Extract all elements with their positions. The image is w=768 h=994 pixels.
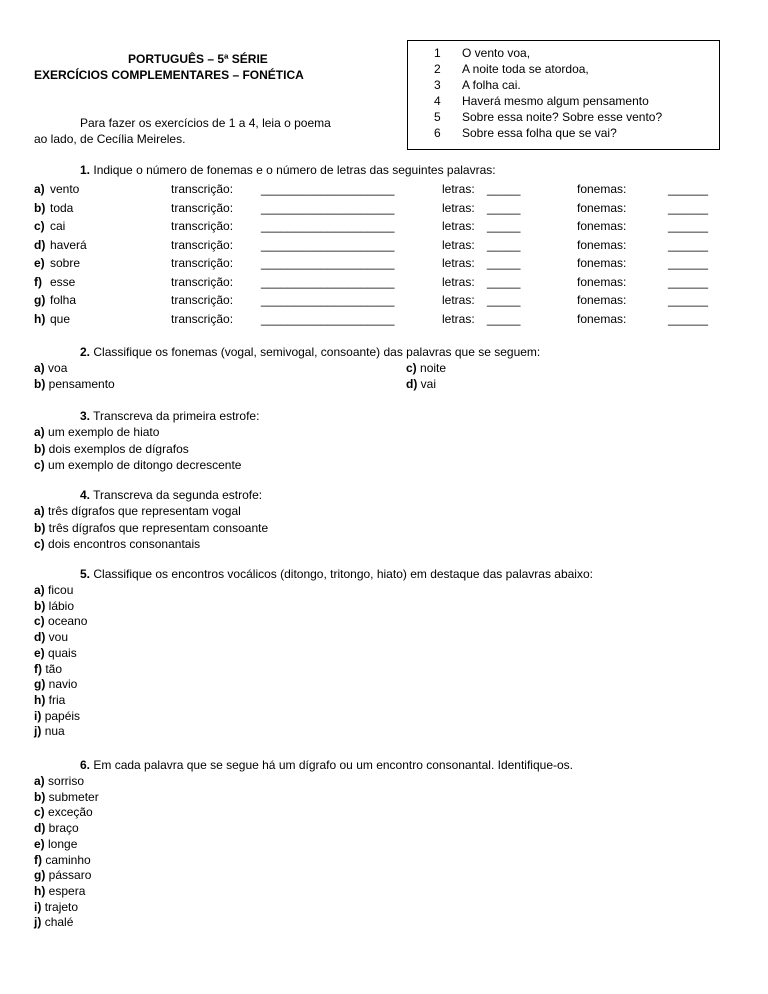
item-text: exceção: [48, 805, 93, 820]
poem-line-number: 4: [434, 94, 441, 108]
item-letter: b): [34, 441, 46, 456]
transcription-blank[interactable]: ____________________: [261, 256, 395, 270]
poem-line-number: 5: [434, 110, 441, 124]
list-item: [34, 867, 91, 883]
phonemes-blank[interactable]: ______: [668, 200, 709, 215]
item-text: navio: [48, 677, 78, 692]
item-text: papéis: [44, 708, 81, 723]
item-letter: j): [34, 724, 42, 739]
poem-line-number: 3: [434, 78, 441, 92]
letters-label: letras:: [442, 274, 475, 289]
list-item: [34, 613, 87, 629]
item-letter: c): [34, 614, 45, 629]
list-item: [34, 692, 65, 708]
list-item: [34, 804, 93, 820]
transcription-blank[interactable]: ____________________: [261, 274, 395, 289]
list-item: [34, 914, 73, 930]
item-letter: d): [34, 821, 46, 836]
question-number: 6.: [80, 758, 91, 772]
item-letter: e): [34, 836, 45, 851]
phonemes-blank[interactable]: ______: [668, 293, 709, 307]
list-item: [34, 503, 241, 519]
list-item: [34, 645, 77, 661]
phonemes-blank[interactable]: ______: [668, 256, 709, 270]
letters-label: letras:: [442, 256, 475, 270]
item-text: fria: [48, 692, 66, 707]
list-item: [34, 676, 77, 692]
poem-line: [408, 61, 719, 77]
item-letter: h): [34, 311, 46, 326]
question-number: 3.: [80, 409, 91, 423]
phonemes-blank[interactable]: ______: [668, 219, 709, 233]
question-number: 1.: [80, 163, 91, 177]
transcription-blank[interactable]: ____________________: [261, 311, 395, 326]
item-text: oceano: [48, 614, 88, 629]
letters-blank[interactable]: _____: [487, 311, 521, 326]
question-1-row: [34, 254, 734, 272]
list-item: [34, 661, 62, 677]
phonemes-label: fonemas:: [577, 311, 627, 326]
question-number: 4.: [80, 488, 91, 502]
item-text: nua: [44, 724, 65, 739]
letters-label: letras:: [442, 237, 475, 252]
question-1-row: [34, 236, 734, 254]
letters-label: letras:: [442, 200, 475, 215]
item-text: chalé: [44, 915, 74, 930]
item-letter: c): [34, 219, 45, 233]
phonemes-label: fonemas:: [577, 182, 627, 196]
poem-line-text: Sobre essa noite? Sobre esse vento?: [462, 110, 663, 124]
list-item: [34, 520, 268, 536]
item-letter: g): [34, 868, 46, 883]
poem-box: [407, 40, 720, 150]
poem-line-number: 6: [434, 126, 441, 140]
question-text: Classifique os fonemas (vogal, semivogal, consoante) das palavras que se seguem:: [93, 345, 541, 359]
letters-label: letras:: [442, 293, 475, 307]
item-text: três dígrafos que representam vogal: [48, 504, 241, 518]
item-letter: g): [34, 293, 46, 307]
list-item: a) voa: [34, 361, 68, 375]
phonemes-label: fonemas:: [577, 219, 627, 233]
question-number: 2.: [80, 345, 91, 359]
phonemes-label: fonemas:: [577, 200, 627, 215]
item-letter: d): [34, 630, 46, 645]
question-5-heading: [34, 566, 593, 582]
question-1-row: [34, 217, 734, 235]
letters-blank[interactable]: _____: [487, 237, 521, 252]
item-text: vou: [48, 630, 69, 645]
intro-line-2: ao lado, de Cecília Meireles.: [34, 132, 186, 146]
page-subtitle: EXERCÍCIOS COMPLEMENTARES – FONÉTICA: [34, 68, 304, 82]
poem-line-text: A noite toda se atordoa,: [462, 62, 589, 76]
question-number: 5.: [80, 567, 91, 581]
letters-blank[interactable]: _____: [487, 293, 521, 307]
transcription-label: transcrição:: [171, 219, 234, 233]
transcription-label: transcrição:: [171, 293, 234, 307]
question-4-heading: [34, 487, 262, 503]
list-item: [34, 441, 189, 457]
transcription-blank[interactable]: ____________________: [261, 182, 395, 196]
question-1-row: [34, 180, 734, 198]
item-text: trajeto: [44, 899, 79, 914]
item-letter: f): [34, 852, 42, 867]
list-item: [34, 708, 80, 724]
letters-blank[interactable]: _____: [487, 200, 521, 215]
letters-blank[interactable]: _____: [487, 256, 521, 270]
item-word: haverá: [50, 237, 87, 252]
question-text: Indique o número de fonemas e o número de letras das seguintes palavras:: [93, 163, 496, 177]
phonemes-blank[interactable]: ______: [668, 311, 709, 326]
item-text: braço: [48, 821, 79, 836]
item-letter: c): [34, 537, 45, 551]
phonemes-blank[interactable]: ______: [668, 237, 709, 252]
item-letter: f): [34, 274, 42, 289]
transcription-blank[interactable]: ____________________: [261, 200, 395, 215]
item-word: toda: [50, 200, 74, 215]
poem-line-text: Haverá mesmo algum pensamento: [462, 94, 649, 108]
transcription-blank[interactable]: ____________________: [261, 293, 395, 307]
item-word: vento: [50, 182, 80, 196]
item-letter: a): [34, 182, 45, 196]
letters-blank[interactable]: _____: [487, 182, 521, 196]
question-3-heading: [34, 408, 259, 424]
question-1-row: [34, 310, 734, 328]
item-text: três dígrafos que representam consoante: [48, 520, 269, 535]
poem-line: [408, 45, 719, 61]
item-letter: b): [34, 520, 46, 535]
question-text: Classifique os encontros vocálicos (ditongo, tritongo, hiato) em destaque das palavras abaixo:: [93, 567, 593, 581]
letters-label: letras:: [442, 182, 475, 196]
list-item: [34, 773, 84, 789]
item-text: caminho: [45, 852, 91, 867]
page-title: PORTUGUÊS – 5ª SÉRIE: [128, 52, 268, 66]
item-text: um exemplo de hiato: [48, 425, 160, 439]
item-text: submeter: [48, 789, 99, 804]
item-letter: c): [34, 458, 45, 472]
list-item: [34, 820, 79, 836]
poem-line-number: 2: [434, 62, 441, 76]
transcription-label: transcrição:: [171, 311, 234, 326]
list-item: [34, 883, 85, 899]
question-1-row: [34, 273, 734, 291]
list-item: b) pensamento: [34, 377, 115, 391]
item-text: um exemplo de ditongo decrescente: [48, 458, 242, 472]
list-item: [34, 836, 77, 852]
question-1-row: [34, 199, 734, 217]
poem-line: [408, 93, 719, 109]
letters-label: letras:: [442, 219, 475, 233]
phonemes-label: fonemas:: [577, 274, 627, 289]
transcription-label: transcrição:: [171, 256, 234, 270]
item-text: espera: [48, 883, 86, 898]
question-1-row: [34, 291, 734, 309]
intro-line-1: Para fazer os exercícios de 1 a 4, leia o poema: [80, 116, 331, 130]
item-letter: a): [34, 504, 45, 518]
question-1-heading: [34, 162, 496, 178]
poem-line: [408, 77, 719, 93]
item-letter: a): [34, 774, 45, 788]
list-item: [34, 723, 65, 739]
item-letter: i): [34, 708, 42, 723]
item-letter: b): [34, 200, 46, 215]
item-text: ficou: [48, 583, 74, 597]
item-letter: d): [34, 237, 46, 252]
poem-line-text: O vento voa,: [462, 46, 531, 60]
question-6-heading: [34, 757, 573, 773]
item-word: sobre: [50, 256, 81, 270]
transcription-label: transcrição:: [171, 237, 234, 252]
item-letter: c): [34, 805, 45, 820]
question-text: Transcreva da segunda estrofe:: [93, 488, 263, 502]
list-item: [34, 598, 74, 614]
item-letter: f): [34, 661, 42, 676]
question-text: Em cada palavra que se segue há um dígrafo ou um encontro consonantal. Identifique-os.: [93, 758, 573, 772]
poem-line-text: A folha cai.: [462, 78, 521, 92]
item-letter: g): [34, 677, 46, 692]
phonemes-label: fonemas:: [577, 237, 627, 252]
item-letter: a): [34, 583, 45, 597]
item-word: folha: [50, 293, 77, 307]
item-text: longe: [48, 836, 78, 851]
list-item: [34, 424, 159, 440]
phonemes-blank[interactable]: ______: [668, 274, 709, 289]
item-letter: h): [34, 692, 46, 707]
phonemes-blank[interactable]: ______: [668, 182, 709, 196]
item-text: tão: [45, 661, 63, 676]
item-text: sorriso: [48, 774, 85, 788]
poem-line: [408, 109, 719, 125]
item-word: que: [50, 311, 71, 326]
item-text: dois exemplos de dígrafos: [48, 441, 189, 456]
item-text: dois encontros consonantais: [48, 537, 201, 551]
list-item: [34, 899, 78, 915]
question-2-heading: [34, 344, 540, 360]
transcription-label: transcrição:: [171, 200, 234, 215]
question-text: Transcreva da primeira estrofe:: [93, 409, 260, 423]
letters-blank[interactable]: _____: [487, 219, 521, 233]
poem-line-number: 1: [434, 46, 441, 60]
item-letter: e): [34, 256, 45, 270]
list-item: [34, 629, 68, 645]
letters-label: letras:: [442, 311, 475, 326]
item-letter: j): [34, 915, 42, 930]
list-item: [34, 852, 91, 868]
item-letter: b): [34, 789, 46, 804]
item-letter: b): [34, 598, 46, 613]
item-letter: e): [34, 645, 45, 660]
item-letter: h): [34, 883, 46, 898]
item-letter: a): [34, 425, 45, 439]
list-item: [34, 582, 73, 598]
list-item: [34, 536, 200, 552]
poem-line-text: Sobre essa folha que se vai?: [462, 126, 617, 140]
item-text: pássaro: [48, 868, 92, 883]
list-item: [34, 789, 99, 805]
poem-line: [408, 125, 719, 141]
item-text: quais: [48, 645, 77, 660]
transcription-label: transcrição:: [171, 274, 234, 289]
transcription-label: transcrição:: [171, 182, 234, 196]
item-letter: i): [34, 899, 42, 914]
phonemes-label: fonemas:: [577, 256, 627, 270]
list-item: [34, 457, 241, 473]
transcription-blank[interactable]: ____________________: [261, 219, 395, 233]
phonemes-label: fonemas:: [577, 293, 627, 307]
transcription-blank[interactable]: ____________________: [261, 237, 395, 252]
list-item: c) noite: [406, 361, 447, 375]
letters-blank[interactable]: _____: [487, 274, 521, 289]
item-word: esse: [50, 274, 76, 289]
item-text: lábio: [48, 598, 75, 613]
list-item: d) vai: [406, 377, 437, 391]
item-word: cai: [50, 219, 66, 233]
